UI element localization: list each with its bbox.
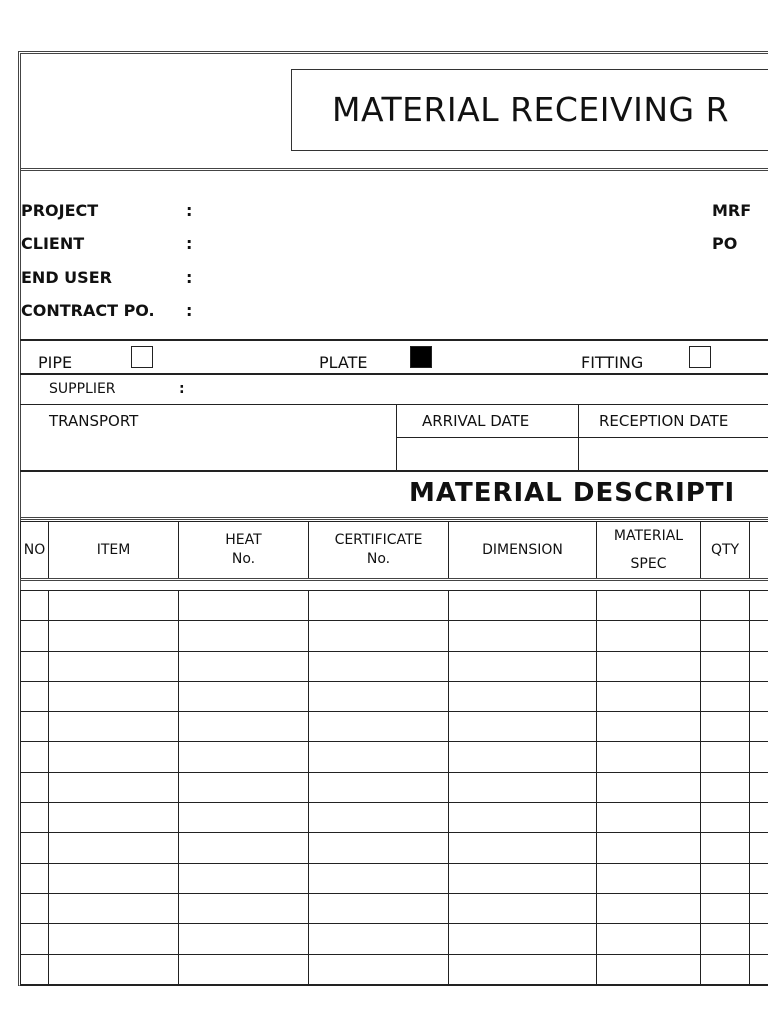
table-cell[interactable] xyxy=(597,591,701,621)
transport-label: TRANSPORT xyxy=(49,412,139,430)
table-cell[interactable] xyxy=(49,681,179,711)
table-cell[interactable] xyxy=(21,651,49,681)
table-cell[interactable] xyxy=(701,772,750,802)
table-cell[interactable] xyxy=(701,621,750,651)
table-row xyxy=(21,681,768,711)
table-cell[interactable] xyxy=(21,924,49,954)
supplier-colon: : xyxy=(179,381,185,397)
table-cell[interactable] xyxy=(750,893,768,923)
contract-po-colon: : xyxy=(186,301,193,320)
table-row xyxy=(21,924,768,954)
table-cell[interactable] xyxy=(49,591,179,621)
table-cell[interactable] xyxy=(701,954,750,984)
table-cell[interactable] xyxy=(309,893,449,923)
table-cell[interactable] xyxy=(701,591,750,621)
table-cell[interactable] xyxy=(179,954,309,984)
table-cell[interactable] xyxy=(449,651,597,681)
table-cell[interactable] xyxy=(179,712,309,742)
table-cell[interactable] xyxy=(750,803,768,833)
table-cell[interactable] xyxy=(49,954,179,984)
table-cell[interactable] xyxy=(49,803,179,833)
table-cell[interactable] xyxy=(597,924,701,954)
table-cell[interactable] xyxy=(750,863,768,893)
table-cell[interactable] xyxy=(750,954,768,984)
col-material-spec: MATERIAL SPEC xyxy=(597,522,701,579)
col-qty: QTY xyxy=(701,522,750,579)
table-cell[interactable] xyxy=(750,621,768,651)
table-cell[interactable] xyxy=(597,621,701,651)
table-cell[interactable] xyxy=(21,803,49,833)
title-box xyxy=(291,69,768,151)
table-cell[interactable] xyxy=(701,863,750,893)
supplier-label: SUPPLIER xyxy=(49,381,116,397)
table-row xyxy=(21,863,768,893)
table-cell[interactable] xyxy=(597,772,701,802)
table-cell[interactable] xyxy=(597,742,701,772)
table-cell[interactable] xyxy=(21,772,49,802)
type-divider xyxy=(20,373,768,375)
end-user-label: END USER xyxy=(21,268,112,287)
col-dimension: DIMENSION xyxy=(449,522,597,579)
table-row xyxy=(21,591,768,621)
table-cell[interactable] xyxy=(309,924,449,954)
table-cell[interactable] xyxy=(179,833,309,863)
table-cell[interactable] xyxy=(309,803,449,833)
table-cell[interactable] xyxy=(449,591,597,621)
table-cell[interactable] xyxy=(179,651,309,681)
table-row xyxy=(21,712,768,742)
table-cell[interactable] xyxy=(49,712,179,742)
pipe-label: PIPE xyxy=(38,353,73,372)
plate-checkbox[interactable] xyxy=(410,346,432,368)
table-row xyxy=(21,772,768,802)
table-cell[interactable] xyxy=(750,772,768,802)
table-cell[interactable] xyxy=(21,863,49,893)
table-cell[interactable] xyxy=(179,681,309,711)
table-row xyxy=(21,833,768,863)
table-cell[interactable] xyxy=(179,772,309,802)
table-cell[interactable] xyxy=(750,833,768,863)
table-cell[interactable] xyxy=(449,772,597,802)
table-cell[interactable] xyxy=(597,954,701,984)
table-cell[interactable] xyxy=(449,621,597,651)
material-table-body xyxy=(20,590,768,985)
fields-divider xyxy=(20,339,768,341)
table-row xyxy=(21,893,768,923)
table-cell[interactable] xyxy=(309,681,449,711)
table-cell[interactable] xyxy=(309,772,449,802)
table-cell[interactable] xyxy=(750,651,768,681)
fitting-checkbox[interactable] xyxy=(689,346,711,368)
table-cell[interactable] xyxy=(49,863,179,893)
table-cell[interactable] xyxy=(597,712,701,742)
table-row xyxy=(21,651,768,681)
table-row xyxy=(21,742,768,772)
col-extra xyxy=(750,522,768,579)
contract-po-label: CONTRACT PO. xyxy=(21,301,155,320)
date-value-divider xyxy=(396,437,768,438)
table-row xyxy=(21,954,768,984)
supplier-divider xyxy=(20,404,768,405)
project-label: PROJECT xyxy=(21,201,99,220)
table-cell[interactable] xyxy=(449,712,597,742)
table-cell[interactable] xyxy=(750,681,768,711)
table-cell[interactable] xyxy=(309,742,449,772)
table-row xyxy=(21,803,768,833)
table-cell[interactable] xyxy=(597,803,701,833)
table-cell[interactable] xyxy=(449,863,597,893)
material-description-title: MATERIAL DESCRIPTI xyxy=(409,478,736,508)
table-cell[interactable] xyxy=(21,833,49,863)
table-cell[interactable] xyxy=(309,591,449,621)
client-label: CLIENT xyxy=(21,234,85,253)
table-cell[interactable] xyxy=(21,681,49,711)
table-cell[interactable] xyxy=(597,863,701,893)
material-table-header xyxy=(20,521,768,579)
po-label: PO xyxy=(712,234,738,253)
table-cell[interactable] xyxy=(701,924,750,954)
table-cell[interactable] xyxy=(179,924,309,954)
table-cell[interactable] xyxy=(597,833,701,863)
table-cell[interactable] xyxy=(750,742,768,772)
table-cell[interactable] xyxy=(701,651,750,681)
table-cell[interactable] xyxy=(179,863,309,893)
table-cell[interactable] xyxy=(179,621,309,651)
table-cell[interactable] xyxy=(701,681,750,711)
header-bottom-divider xyxy=(20,578,768,581)
table-cell[interactable] xyxy=(701,893,750,923)
reception-date-label: RECEPTION DATE xyxy=(599,412,729,430)
end-user-colon: : xyxy=(186,268,193,287)
table-cell[interactable] xyxy=(750,591,768,621)
table-cell[interactable] xyxy=(597,893,701,923)
table-cell[interactable] xyxy=(309,954,449,984)
col-certificate-no: CERTIFICATE No. xyxy=(309,522,449,579)
table-cell[interactable] xyxy=(21,621,49,651)
col-no: NO xyxy=(21,522,49,579)
table-cell[interactable] xyxy=(21,712,49,742)
table-cell[interactable] xyxy=(49,924,179,954)
client-colon: : xyxy=(186,234,193,253)
table-cell[interactable] xyxy=(449,954,597,984)
table-cell[interactable] xyxy=(179,591,309,621)
table-cell[interactable] xyxy=(21,742,49,772)
table-cell[interactable] xyxy=(449,742,597,772)
table-cell[interactable] xyxy=(701,712,750,742)
table-cell[interactable] xyxy=(449,893,597,923)
fitting-label: FITTING xyxy=(581,353,644,372)
table-cell[interactable] xyxy=(701,833,750,863)
table-cell[interactable] xyxy=(449,803,597,833)
table-cell[interactable] xyxy=(49,742,179,772)
table-cell[interactable] xyxy=(597,681,701,711)
table-cell[interactable] xyxy=(21,591,49,621)
section-divider xyxy=(20,517,768,520)
plate-label: PLATE xyxy=(319,353,368,372)
pipe-checkbox[interactable] xyxy=(131,346,153,368)
table-cell[interactable] xyxy=(21,954,49,984)
table-row xyxy=(21,621,768,651)
table-cell[interactable] xyxy=(179,803,309,833)
arrival-date-label: ARRIVAL DATE xyxy=(422,412,530,430)
table-cell[interactable] xyxy=(309,712,449,742)
table-cell[interactable] xyxy=(597,651,701,681)
form-title: MATERIAL RECEIVING R xyxy=(332,90,729,129)
col-item: ITEM xyxy=(49,522,179,579)
col-heat-no: HEAT No. xyxy=(179,522,309,579)
table-cell[interactable] xyxy=(449,681,597,711)
transport-bottom-divider xyxy=(20,470,768,472)
table-cell[interactable] xyxy=(449,833,597,863)
project-colon: : xyxy=(186,201,193,220)
table-cell[interactable] xyxy=(179,893,309,923)
table-cell[interactable] xyxy=(179,742,309,772)
header-divider xyxy=(20,168,768,171)
table-cell[interactable] xyxy=(21,893,49,923)
table-cell[interactable] xyxy=(309,863,449,893)
table-cell[interactable] xyxy=(750,924,768,954)
table-cell[interactable] xyxy=(49,833,179,863)
table-cell[interactable] xyxy=(309,621,449,651)
table-cell[interactable] xyxy=(309,651,449,681)
table-cell[interactable] xyxy=(49,621,179,651)
table-cell[interactable] xyxy=(701,742,750,772)
table-cell[interactable] xyxy=(49,772,179,802)
table-cell[interactable] xyxy=(449,924,597,954)
table-cell[interactable] xyxy=(750,712,768,742)
table-cell[interactable] xyxy=(701,803,750,833)
table-cell[interactable] xyxy=(309,833,449,863)
table-cell[interactable] xyxy=(49,893,179,923)
mrf-label: MRF xyxy=(712,201,752,220)
table-cell[interactable] xyxy=(49,651,179,681)
